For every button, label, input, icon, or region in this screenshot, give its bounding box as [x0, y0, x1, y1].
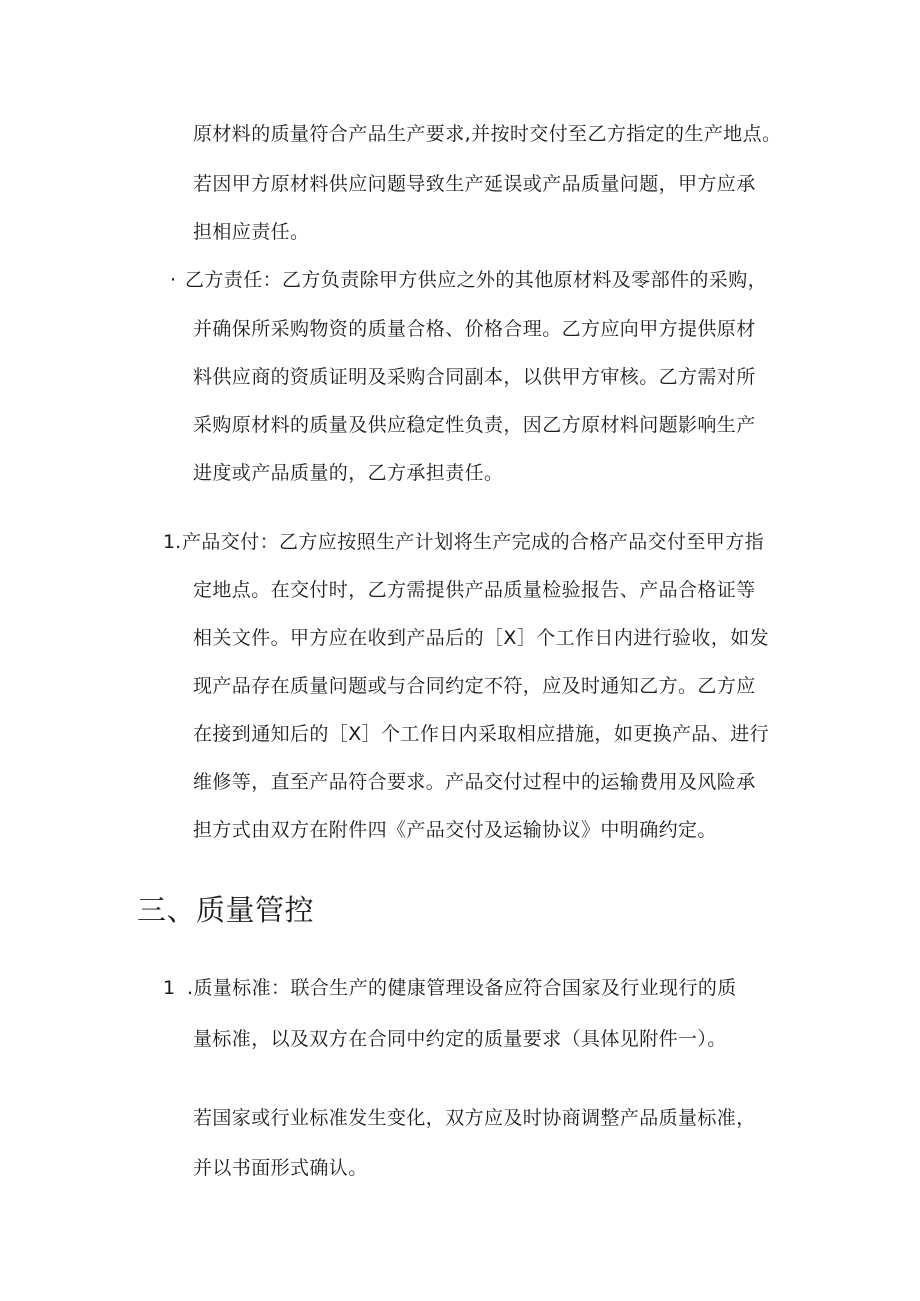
list-number: 1	[163, 977, 176, 999]
paragraph-line: 若国家或行业标准发生变化，双方应及时协商调整产品质量标准，	[193, 1107, 756, 1129]
paragraph-line: 维修等，直至产品符合要求。产品交付过程中的运输费用及风险承	[193, 771, 756, 793]
paragraph-line: 定地点。在交付时，乙方需提供产品质量检验报告、产品合格证等	[193, 579, 756, 601]
bullet-marker: ·	[170, 269, 177, 291]
paragraph-line: 相关文件。甲方应在收到产品后的［X］个工作日内进行验收，如发	[193, 627, 770, 649]
paragraph-line: 并确保所采购物资的质量合格、价格合理。乙方应向甲方提供原材	[193, 318, 756, 340]
paragraph-line: 乙方责任：乙方负责除甲方供应之外的其他原材料及零部件的采购，	[185, 269, 768, 291]
paragraph-line: 量标准，以及双方在合同中约定的质量要求（具体见附件一）。	[193, 1028, 727, 1050]
paragraph-line: 原材料的质量符合产品生产要求,并按时交付至乙方指定的生产地点。	[193, 123, 782, 145]
paragraph-line: 并以书面形式确认。	[193, 1157, 368, 1179]
paragraph-line: .质量标准：联合生产的健康管理设备应符合国家及行业现行的质	[187, 977, 737, 999]
paragraph-line: 在接到通知后的［X］个工作日内采取相应措施，如更换产品、进行	[193, 723, 770, 745]
paragraph-line: 采购原材料的质量及供应稳定性负责，因乙方原材料问题影响生产	[193, 414, 756, 436]
section-heading: 三、质量管控	[137, 893, 315, 927]
paragraph-line: 若因甲方原材料供应问题导致生产延误或产品质量问题，甲方应承	[193, 173, 756, 195]
paragraph-line: 担方式由双方在附件四《产品交付及运输协议》中明确约定。	[193, 819, 717, 841]
paragraph-line: 产品交付：乙方应按照生产计划将生产完成的合格产品交付至甲方指	[182, 531, 765, 553]
paragraph-line: 现产品存在质量问题或与合同约定不符，应及时通知乙方。乙方应	[193, 675, 756, 697]
list-number: 1.	[163, 531, 182, 553]
paragraph-line: 担相应责任。	[193, 221, 310, 243]
paragraph-line: 料供应商的资质证明及采购合同副本，以供甲方审核。乙方需对所	[193, 366, 756, 388]
paragraph-line: 进度或产品质量的，乙方承担责任。	[193, 462, 504, 484]
